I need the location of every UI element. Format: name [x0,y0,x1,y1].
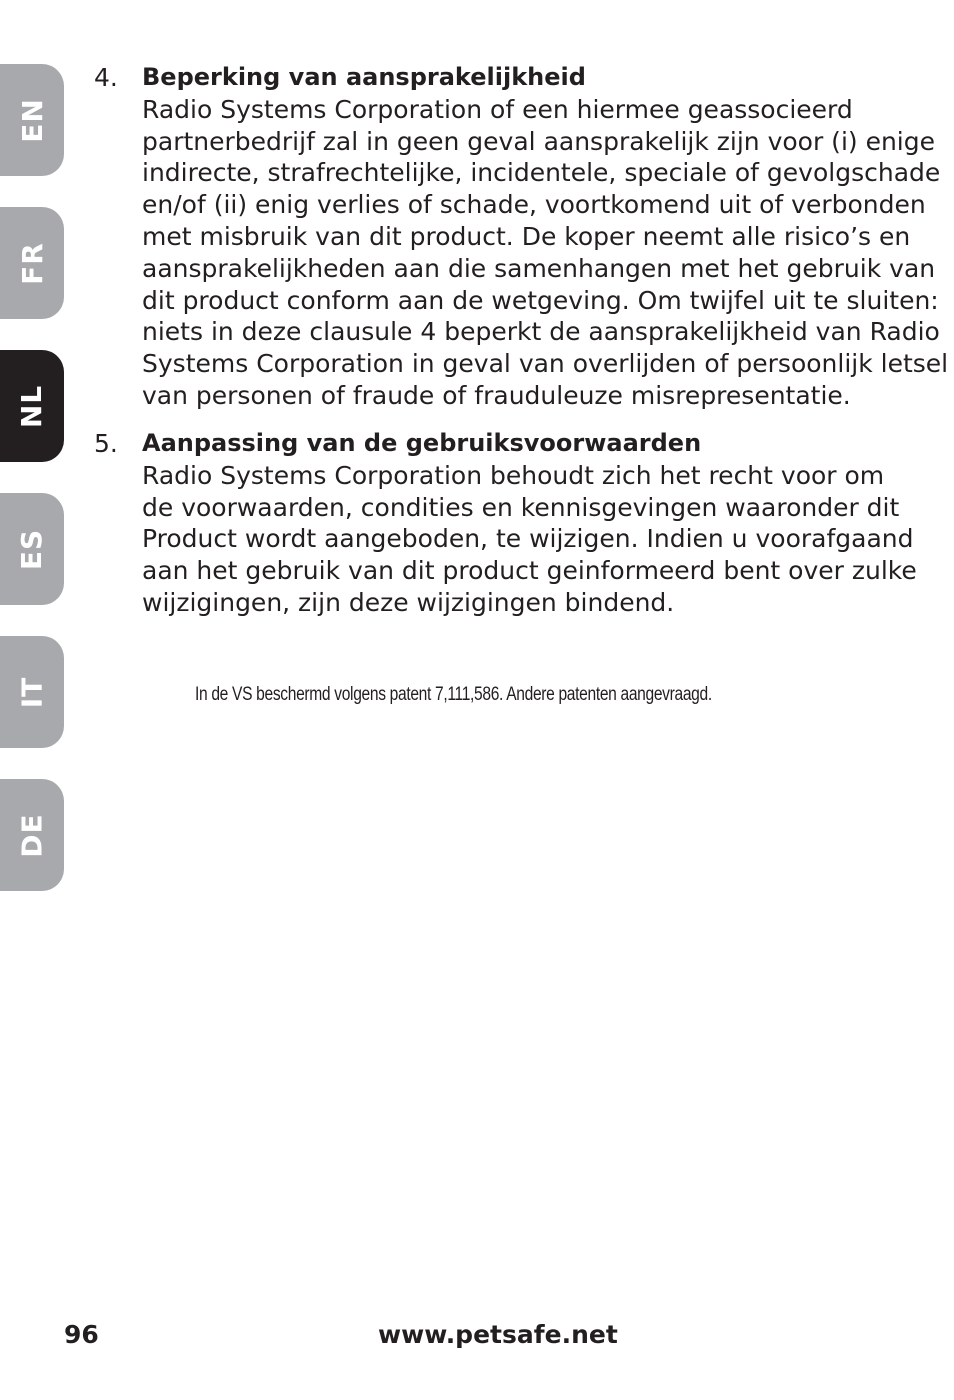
language-tabs [0,0,64,1400]
section-title: Aanpassing van de gebruiksvoorwaarden [142,429,702,457]
section-line: Radio Systems Corporation of een hiermee geassocieerd [142,94,853,124]
section-number: 4. [94,63,118,92]
tab-fr[interactable] [0,207,64,319]
section-line: Product wordt aangeboden, te wijzigen. Indien u voorafgaand [142,524,914,554]
section-number: 5. [94,429,118,458]
section-line: partnerbedrijf zal in geen geval aansprakelijk zijn voor (i) enige [142,126,936,156]
section-line: Radio Systems Corporation behoudt zich het recht voor om [142,460,885,490]
section-line: wijzigingen, zijn deze wijzigingen bindend. [142,587,675,617]
section-line: indirecte, strafrechtelijke, incidentele, speciale of gevolgschade [142,158,941,188]
section-line: niets in deze clausule 4 beperkt de aansprakelijkheid van Radio [142,317,940,347]
section-line: van personen of fraude of frauduleuze misrepresentatie. [142,380,851,410]
section-title: Beperking van aansprakelijkheid [142,63,586,91]
section-line: de voorwaarden, condities en kennisgevingen waaronder dit [142,492,900,522]
tab-es[interactable] [0,493,64,605]
patent-note: In de VS beschermd volgens patent 7,111,586. Andere patenten aangevraagd. [195,684,712,705]
section-body [142,62,949,412]
section-line: dit product conform aan de wetgeving. Om twijfel uit te sluiten: [142,285,939,315]
section-line: met misbruik van dit product. De koper neemt alle risico’s en [142,221,911,251]
page-number: 96 [64,1320,99,1349]
tab-de[interactable] [0,779,64,891]
tab-es-label: ES [15,528,49,570]
section-line: aan het gebruik van dit product geinformeerd bent over zulke [142,556,917,586]
section-body [142,428,922,619]
tab-nl[interactable] [0,350,64,462]
tab-it[interactable] [0,636,64,748]
tab-it-label: IT [15,676,49,708]
section-line: aansprakelijkheden aan die samenhangen met het gebruik van [142,253,936,283]
tab-en-label: EN [15,97,49,143]
website-link[interactable]: www.petsafe.net [378,1320,618,1349]
tab-nl-label: NL [15,384,49,428]
tab-de-label: DE [15,812,49,858]
section-line: Systems Corporation in geval van overlijden of persoonlijk letsel [142,349,949,379]
tab-en[interactable] [0,64,64,176]
tab-fr-label: FR [15,241,49,285]
section-line: en/of (ii) enig verlies of schade, voortkomend uit of verbonden [142,190,926,220]
